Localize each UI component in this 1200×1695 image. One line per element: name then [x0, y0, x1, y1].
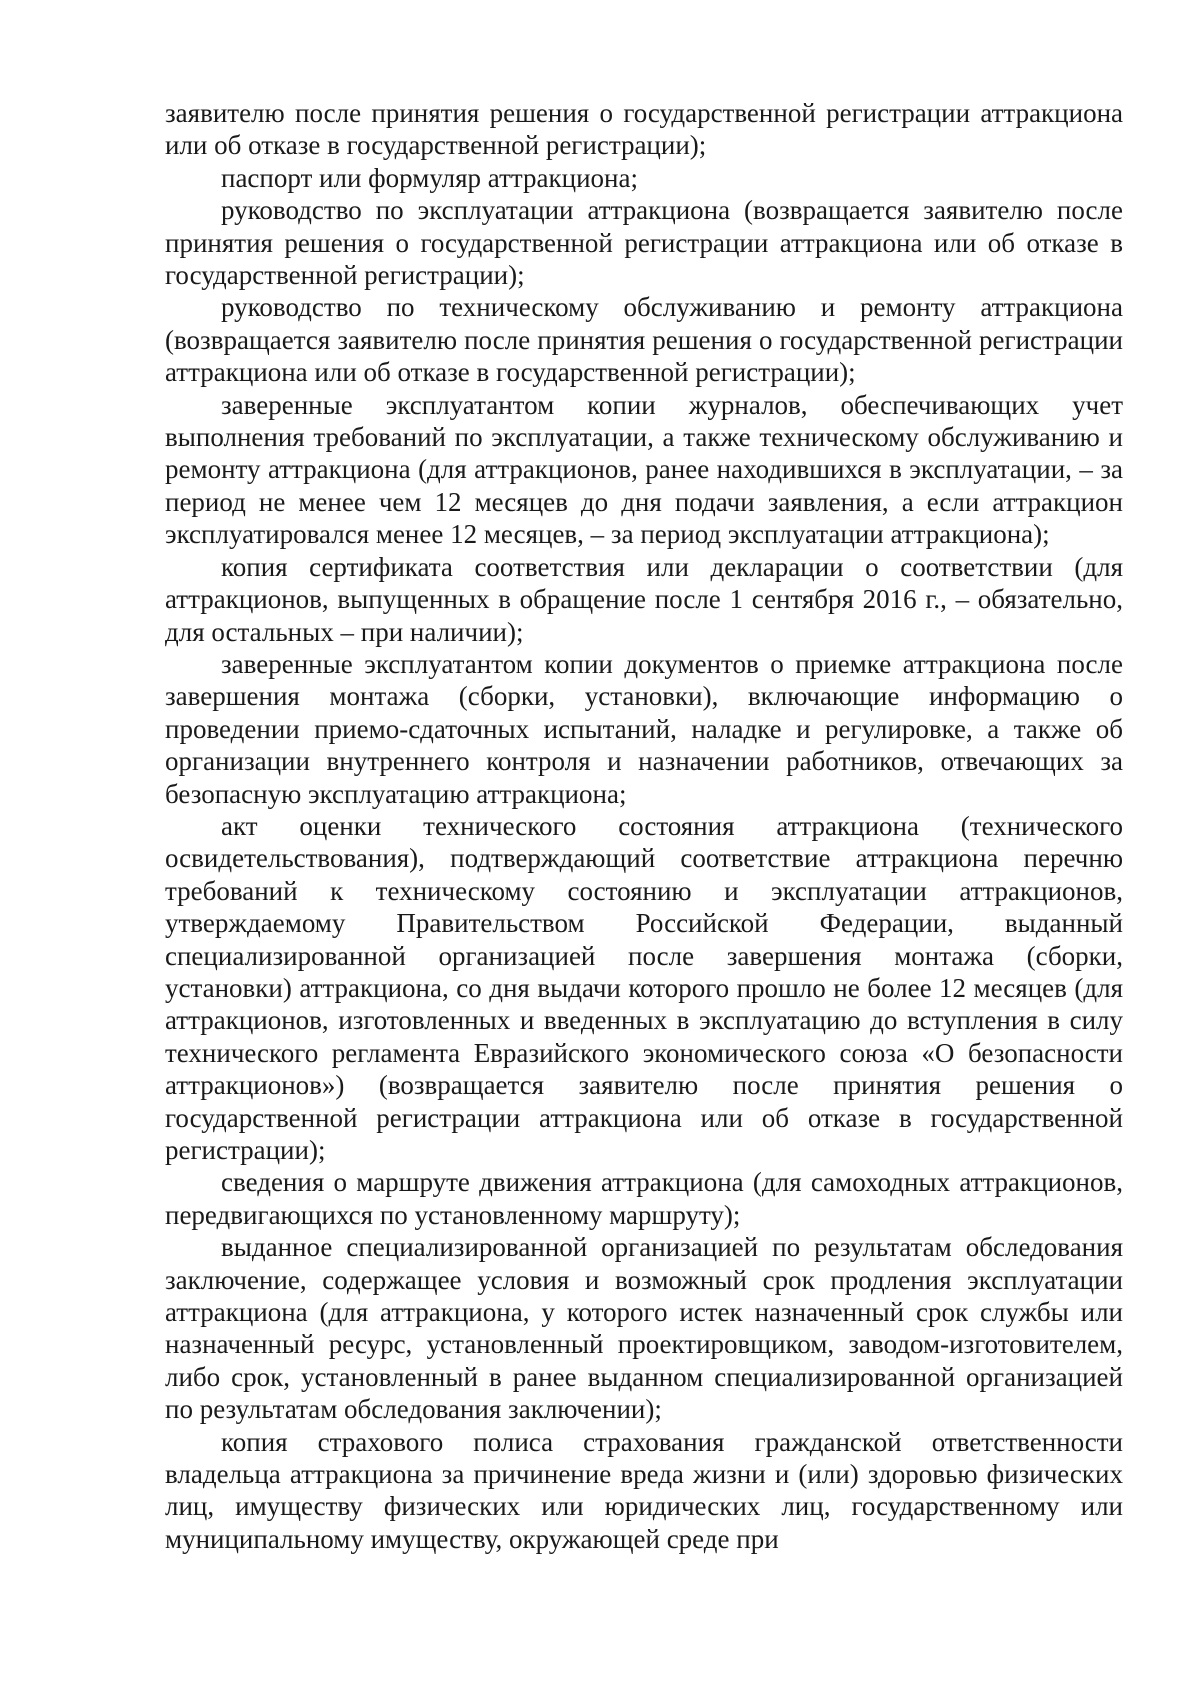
paragraph: руководство по техническому обслуживанию и ремонту аттракциона (возвращается заявителю после принятия решения о государственной регистрации аттракциона или об отказе в государственной регистрации);: [165, 292, 1123, 388]
paragraph: копия страхового полиса страхования гражданской ответственности владельца аттракциона за причинение вреда жизни и (или) здоровью физических лиц, имуществу физических или юридических лиц, государственному или муниципальному имуществу, окружающей среде при: [165, 1426, 1123, 1554]
document-page: [165, 97, 1123, 1555]
paragraph: паспорт или формуляр аттракциона;: [221, 162, 638, 193]
paragraph: заверенные эксплуатантом копии журналов, обеспечивающих учет выполнения требований по эксплуатации, а также техническому обслуживанию и ремонту аттракциона (для аттракционов, ранее находившихся в эксплуатации, – за период не менее чем 12 месяцев до дня подачи заявления, а если аттракцион эксплуатировался менее 12 месяцев, – за период эксплуатации аттракциона);: [165, 389, 1123, 550]
paragraph: заверенные эксплуатантом копии документов о приемке аттракциона после завершения монтажа (сборки, установки), включающие информацию о проведении приемо-сдаточных испытаний, наладке и регулировке, а также об организации внутреннего контроля и назначении работников, отвечающих за безопасную эксплуатацию аттракциона;: [165, 648, 1123, 809]
paragraph: выданное специализированной организацией по результатам обследования заключение, содержащее условия и возможный срок продления эксплуатации аттракциона (для аттракциона, у которого истек назначенный срок службы или назначенный ресурс, установленный проектировщиком, заводом-изготовителем, либо срок, установленный в ранее выданном специализированной организацией по результатам обследования заключении);: [165, 1232, 1123, 1425]
paragraph: сведения о маршруте движения аттракциона (для самоходных аттракционов, передвигающихся по установленному маршруту);: [165, 1167, 1123, 1230]
paragraph: копия сертификата соответствия или декларации о соответствии (для аттракционов, выпущенных в обращение после 1 сентября 2016 г., – обязательно, для остальных – при наличии);: [165, 551, 1123, 647]
paragraph: акт оценки технического состояния аттракциона (технического освидетельствования), подтверждающий соответствие аттракциона перечню требований к техническому состоянию и эксплуатации аттракционов, утверждаемому Правительством Российской Федерации, выданный специализированной организацией после завершения монтажа (сборки, установки) аттракциона, со дня выдачи которого прошло не более 12 месяцев (для аттракционов, изготовленных и введенных в эксплуатацию до вступления в силу технического регламента Евразийского экономического союза «О безопасности аттракционов») (возвращается заявителю после принятия решения о государственной регистрации аттракциона или об отказе в государственной регистрации);: [165, 810, 1123, 1165]
paragraph: руководство по эксплуатации аттракциона (возвращается заявителю после принятия решения о государственной регистрации аттракциона или об отказе в государственной регистрации);: [165, 195, 1123, 291]
paragraph-continuation: заявителю после принятия решения о государственной регистрации аттракциона или об отказе в государственной регистрации);: [165, 98, 1123, 161]
